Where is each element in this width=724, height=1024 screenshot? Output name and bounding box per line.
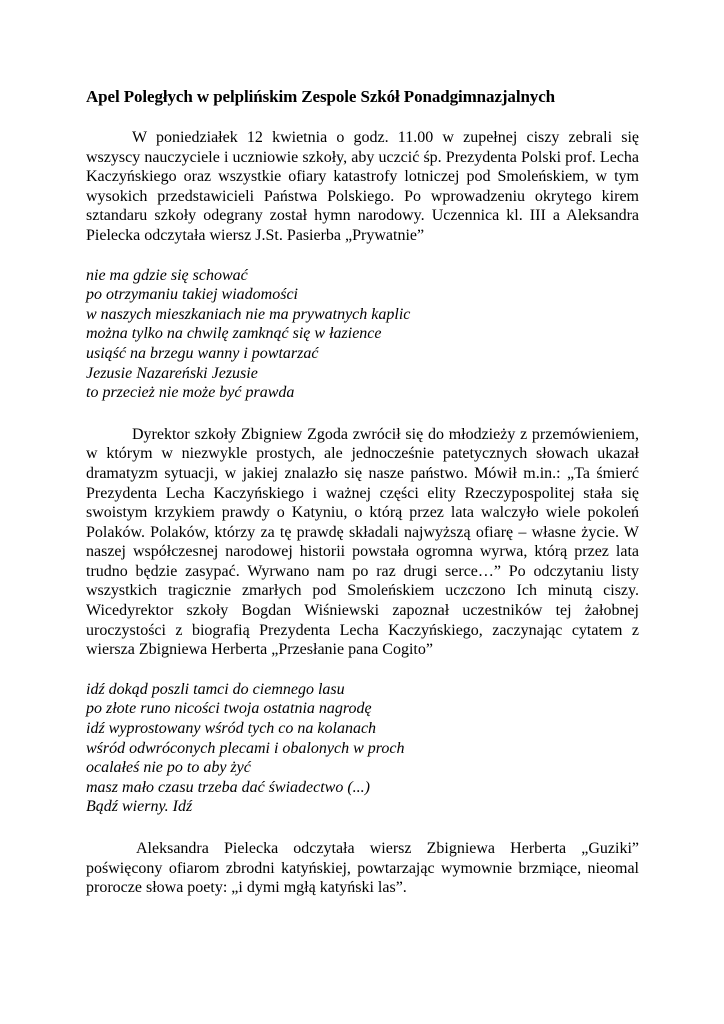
poem-line: po otrzymaniu takiej wiadomości [86,286,298,304]
poem-line: można tylko na chwilę zamknąć się w łazience [86,325,382,343]
poem-line: po złote runo nicości twoja ostatnia nagrodę [86,700,372,718]
poem-line: wśród odwróconych plecami i obalonych w proch [86,739,405,757]
paragraph-opening: W poniedziałek 12 kwietnia o godz. 11.00 w zupełnej ciszy zebrali się wszyscy nauczyciele i uczniowie szkoły, aby uczcić śp. Prezydenta Polski prof. Lecha Kaczyńskiego oraz wszystkie ofiary katastrofy lotniczej pod Smoleńskiem, w tym wysokich przedstawicieli Państwa Polskiego. Po wprowadzeniu okrytego kirem sztandaru szkoły odegrany został hymn narodowy. Uczennica kl. III a Aleksandra Pielecka odczytała wiersz J.St. Pasierba „Prywatnie” [86,129,639,244]
poem-prywatnie [86,266,639,403]
poem-line: idź wyprostowany wśród tych co na kolanach [86,720,377,738]
poem-line: to przecież nie może być prawda [86,384,295,402]
paragraph-director-speech: Dyrektor szkoły Zbigniew Zgoda zwrócił się do młodzieży z przemówieniem, w którym w niezwykle prostych, ale jednocześnie patetycznych słowach ukazał dramatyzm sytuacji, w jakiej znalazło się nasze państwo. Mówił m.in.: „Ta śmierć Prezydenta Lecha Kaczyńskiego i ważnej części elity Rzeczypospolitej stała się swoistym krzykiem prawdy o Katyniu, o którą przez lata walczyło wiele pokoleń Polaków. Polaków, którzy za tę prawdę składali najwyższą ofiarę – własne życie. W naszej współczesnej narodowej historii powstała ogromna wyrwa, którą przez lata trudno będzie zasypać. Wyrwano nam po raz drugi serce…” Po odczytaniu listy wszystkich tragicznie zmarłych pod Smoleńskiem uczczono Ich minutą ciszy. Wicedyrektor szkoły Bogdan Wiśniewski zapoznał uczestników tej żałobnej uroczystości z biografią Prezydenta Lecha Kaczyńskiego, zaczynając cytatem z wiersza Zbigniewa Herberta „Przesłanie pana Cogito” [86,425,639,659]
spacer [86,817,639,839]
poem-line: Bądź wierny. Idź [86,798,193,816]
spacer [86,660,639,680]
poem-line: ocalałeś nie po to aby żyć [86,759,251,777]
spacer [86,403,639,425]
article-title: Apel Poległych w pelplińskim Zespole Szkół Ponadgimnazjalnych [86,87,556,106]
paragraph-closing: Aleksandra Pielecka odczytała wiersz Zbigniewa Herberta „Guziki” poświęcony ofiarom zbrodni katyńskiej, powtarzając wymownie brzmiące, nieomal proroczе słowa poety: „i dymi mgłą katyński las”. [86,840,639,897]
poem-cogito [86,680,639,817]
document-page [86,86,639,898]
poem-line: w naszych mieszkaniach nie ma prywatnych kaplic [86,305,411,323]
poem-line: Jezusie Nazareński Jezusie [86,364,258,382]
poem-line: masz mało czasu trzeba dać świadectwo (...) [86,778,370,796]
poem-line: usiąść na brzegu wanny i powtarzać [86,344,319,362]
poem-line: nie ma gdzie się schować [86,266,248,284]
poem-line: idź dokąd poszli tamci do ciemnego lasu [86,680,345,698]
spacer [86,246,639,266]
